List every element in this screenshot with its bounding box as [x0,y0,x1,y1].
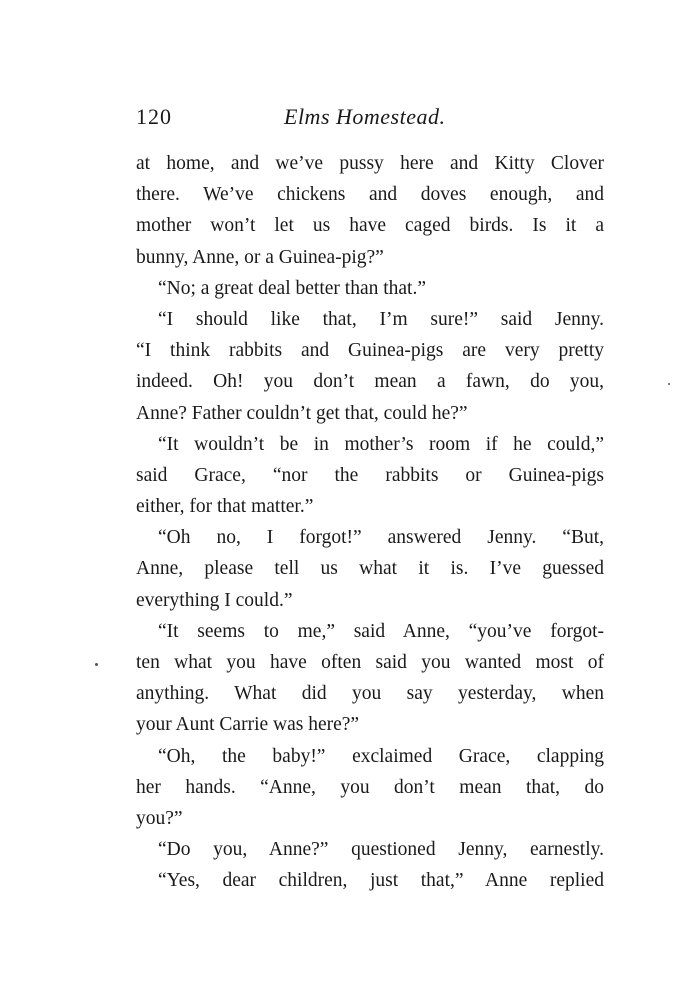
text-line: “Yes, dear children, just that,” Anne replied [158,870,604,892]
paper-speck [95,663,98,666]
text-line: Anne? Father couldn’t get that, could he?” [136,402,468,424]
text-line: said Grace, “nor the rabbits or Guinea-pigs [136,464,604,486]
text-line: “No; a great deal better than that.” [158,277,426,299]
body-text [136,148,604,897]
text-line: “I should like that, I’m sure!” said Jenny. [158,308,604,330]
text-line: “I think rabbits and Guinea-pigs are very pretty [136,340,604,362]
text-line: ten what you have often said you wanted most of [136,652,604,673]
text-line: “It seems to me,” said Anne, “you’ve forgot- [158,620,604,642]
text-line: “Oh, the baby!” exclaimed Grace, clapping [158,745,604,767]
text-line: indeed. Oh! you don’t mean a fawn, do you, [136,371,604,393]
running-title: Elms Homestead. [284,104,446,129]
text-line: “It wouldn’t be in mother’s room if he could,” [158,433,604,455]
text-line: there. We’ve chickens and doves enough, and [136,184,604,206]
text-line: Anne, please tell us what it is. I’ve guessed [136,558,604,580]
text-line: anything. What did you say yesterday, when [136,683,604,705]
paper-speck [668,383,670,385]
text-line: everything I could.” [136,589,293,611]
text-line: “Oh no, I forgot!” answered Jenny. “But, [158,527,604,549]
text-line: either, for that matter.” [136,496,314,518]
text-line: mother won’t let us have caged birds. Is it a [136,215,604,237]
page-number: 120 [136,104,172,129]
page-header [136,104,604,136]
text-line: “Do you, Anne?” questioned Jenny, earnestly. [158,839,604,861]
text-line: her hands. “Anne, you don’t mean that, do [136,776,604,798]
text-line: at home, and we’ve pussy here and Kitty Clover [136,153,604,174]
text-line: bunny, Anne, or a Guinea-pig?” [136,246,384,268]
text-line: you?” [136,807,183,829]
text-line: your Aunt Carrie was here?” [136,714,360,736]
